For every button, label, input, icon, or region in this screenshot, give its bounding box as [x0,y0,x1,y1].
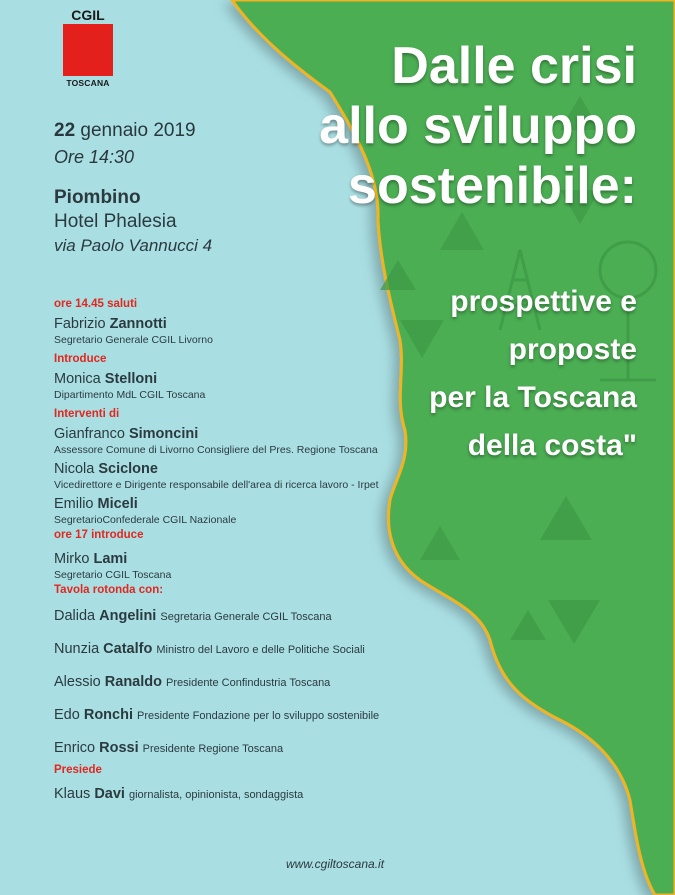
subtitle-line: prospettive e [450,285,637,318]
section-label: Tavola rotonda con: [54,584,164,596]
section-label: Presiede [54,764,102,776]
speaker-name: Emilio Miceli [54,496,138,512]
title-line: allo sviluppo [319,97,637,155]
panelist: Edo Ronchi Presidente Fondazione per lo sviluppo sostenibile [54,707,380,723]
speaker-role: Segretario CGIL Toscana [54,569,172,581]
subtitle [429,278,637,470]
event-time: Ore 14:30 [54,147,135,167]
section-label: Interventi di [54,408,120,420]
speaker-role: Assessore Comune di Livorno Consigliere del Pres. Regione Toscana [54,444,378,456]
panelist: Alessio Ranaldo Presidente Confindustria Toscana [54,674,331,690]
title-line: sostenibile: [348,157,637,215]
speaker-name: Monica Stelloni [54,371,158,387]
speaker-name: Nicola Sciclone [54,461,158,477]
title-line: Dalle crisi [391,37,637,95]
logo-region: TOSCANA [66,78,110,88]
event-date [54,118,212,144]
event-info [54,118,212,258]
panelist: Nunzia Catalfo Ministro del Lavoro e delle Politiche Sociali [54,641,365,657]
panelist: Dalida Angelini Segretaria Generale CGIL Toscana [54,608,332,624]
section-label: ore 17 introduce [54,529,144,541]
section-label: ore 14.45 saluti [54,298,138,310]
subtitle-line: per la Toscana [429,381,637,414]
speaker-role: Vicedirettore e Dirigente responsabile dell'area di ricerca lavoro - Irpet [54,479,379,491]
program [54,296,414,804]
speaker-role: Segretario Generale CGIL Livorno [54,334,213,346]
main-title [319,36,637,216]
logo-red-square [63,24,113,76]
logo-wordmark: CGIL [71,7,105,23]
speaker-role: Dipartimento MdL CGIL Toscana [54,389,206,401]
speaker-role: SegretarioConfederale CGIL Nazionale [54,514,237,526]
moderator: Klaus Davi giornalista, opinionista, sondaggista [54,786,304,802]
subtitle-line: della costa" [467,429,637,462]
date-day: 22 [54,120,76,141]
speaker-name: Fabrizio Zannotti [54,316,167,332]
panelist: Enrico Rossi Presidente Regione Toscana [54,740,284,756]
event-city: Piombino [54,187,141,208]
event-address: via Paolo Vannucci 4 [54,236,213,255]
speaker-name: Mirko Lami [54,551,128,567]
date-month-year: gennaio 2019 [80,120,196,141]
event-hotel: Hotel Phalesia [54,211,177,232]
website-link[interactable]: www.cgiltoscana.it [286,857,385,871]
subtitle-line: proposte [508,333,637,366]
section-label: Introduce [54,353,107,365]
cgil-logo [62,8,114,88]
speaker-name: Gianfranco Simoncini [54,426,199,442]
